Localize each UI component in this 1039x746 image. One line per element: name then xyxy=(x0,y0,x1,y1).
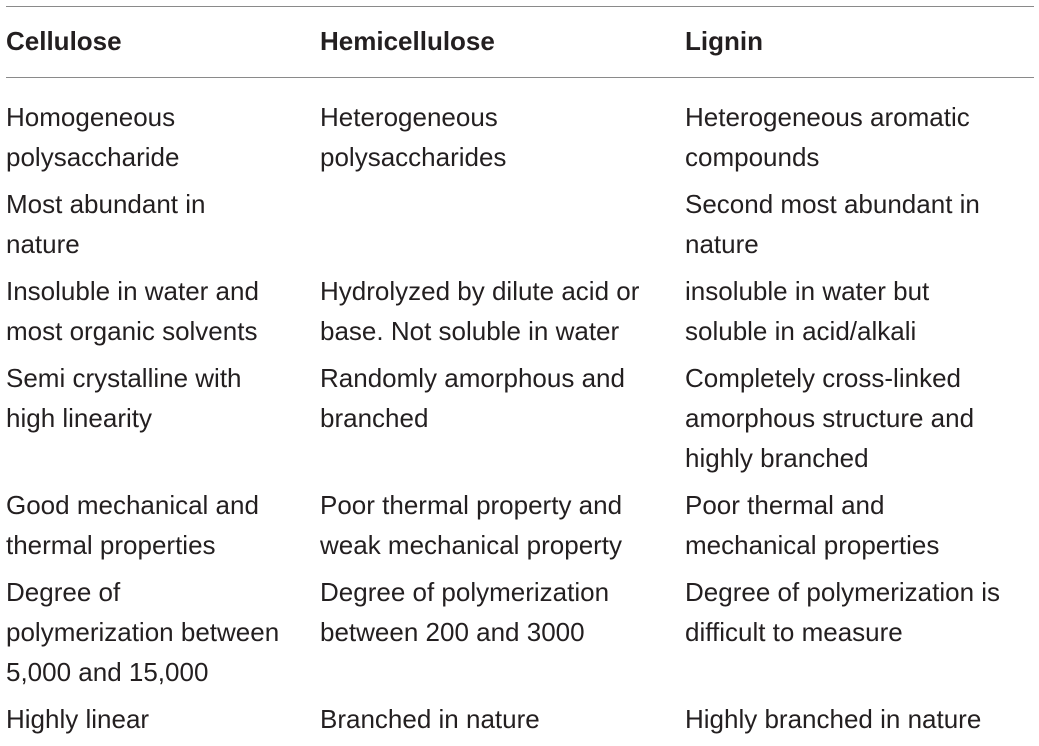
cell-hemicellulose: Hydrolyzed by dilute acid or base. Not soluble in water xyxy=(320,276,640,346)
cell-cellulose: Semi crystalline with high linearity xyxy=(6,363,242,433)
table-row xyxy=(6,97,1034,177)
cell-lignin: Degree of polymerization is difficult to measure xyxy=(685,577,1001,647)
cell-lignin: Highly branched in nature xyxy=(685,704,982,734)
cell-hemicellulose: Heterogeneous polysaccharides xyxy=(320,102,507,172)
cell-cellulose: Good mechanical and thermal properties xyxy=(6,490,259,560)
cell-lignin: Heterogeneous aromatic compounds xyxy=(685,102,970,172)
cell-cellulose: Most abundant in nature xyxy=(6,189,206,259)
table-row xyxy=(6,699,1034,739)
table-row xyxy=(6,271,1034,351)
cell-cellulose: Highly linear xyxy=(6,704,150,734)
header-hemicellulose: Hemicellulose xyxy=(320,26,495,56)
header-lignin: Lignin xyxy=(685,26,763,56)
cell-hemicellulose: Degree of polymerization between 200 and 3000 xyxy=(320,577,610,647)
table-header xyxy=(6,7,1034,77)
table-row xyxy=(6,184,1034,264)
cell-cellulose: Degree of polymerization between 5,000 and 15,000 xyxy=(6,577,280,687)
header-cellulose: Cellulose xyxy=(6,26,122,56)
table-row xyxy=(6,358,1034,478)
cell-lignin: insoluble in water but soluble in acid/alkali xyxy=(685,276,930,346)
table-body xyxy=(6,78,1034,739)
table-row xyxy=(6,572,1034,692)
comparison-table xyxy=(6,0,1034,746)
cell-lignin: Poor thermal and mechanical properties xyxy=(685,490,940,560)
cell-cellulose: Insoluble in water and most organic solvents xyxy=(6,276,259,346)
cell-cellulose: Homogeneous polysaccharide xyxy=(6,102,180,172)
cell-hemicellulose: Poor thermal property and weak mechanical property xyxy=(320,490,623,560)
cell-lignin: Second most abundant in nature xyxy=(685,189,980,259)
cell-hemicellulose: Randomly amorphous and branched xyxy=(320,363,625,433)
cell-hemicellulose xyxy=(320,184,685,264)
cell-lignin: Completely cross-linked amorphous structure and highly branched xyxy=(685,363,975,473)
table-row xyxy=(6,485,1034,565)
cell-hemicellulose: Branched in nature xyxy=(320,704,540,734)
